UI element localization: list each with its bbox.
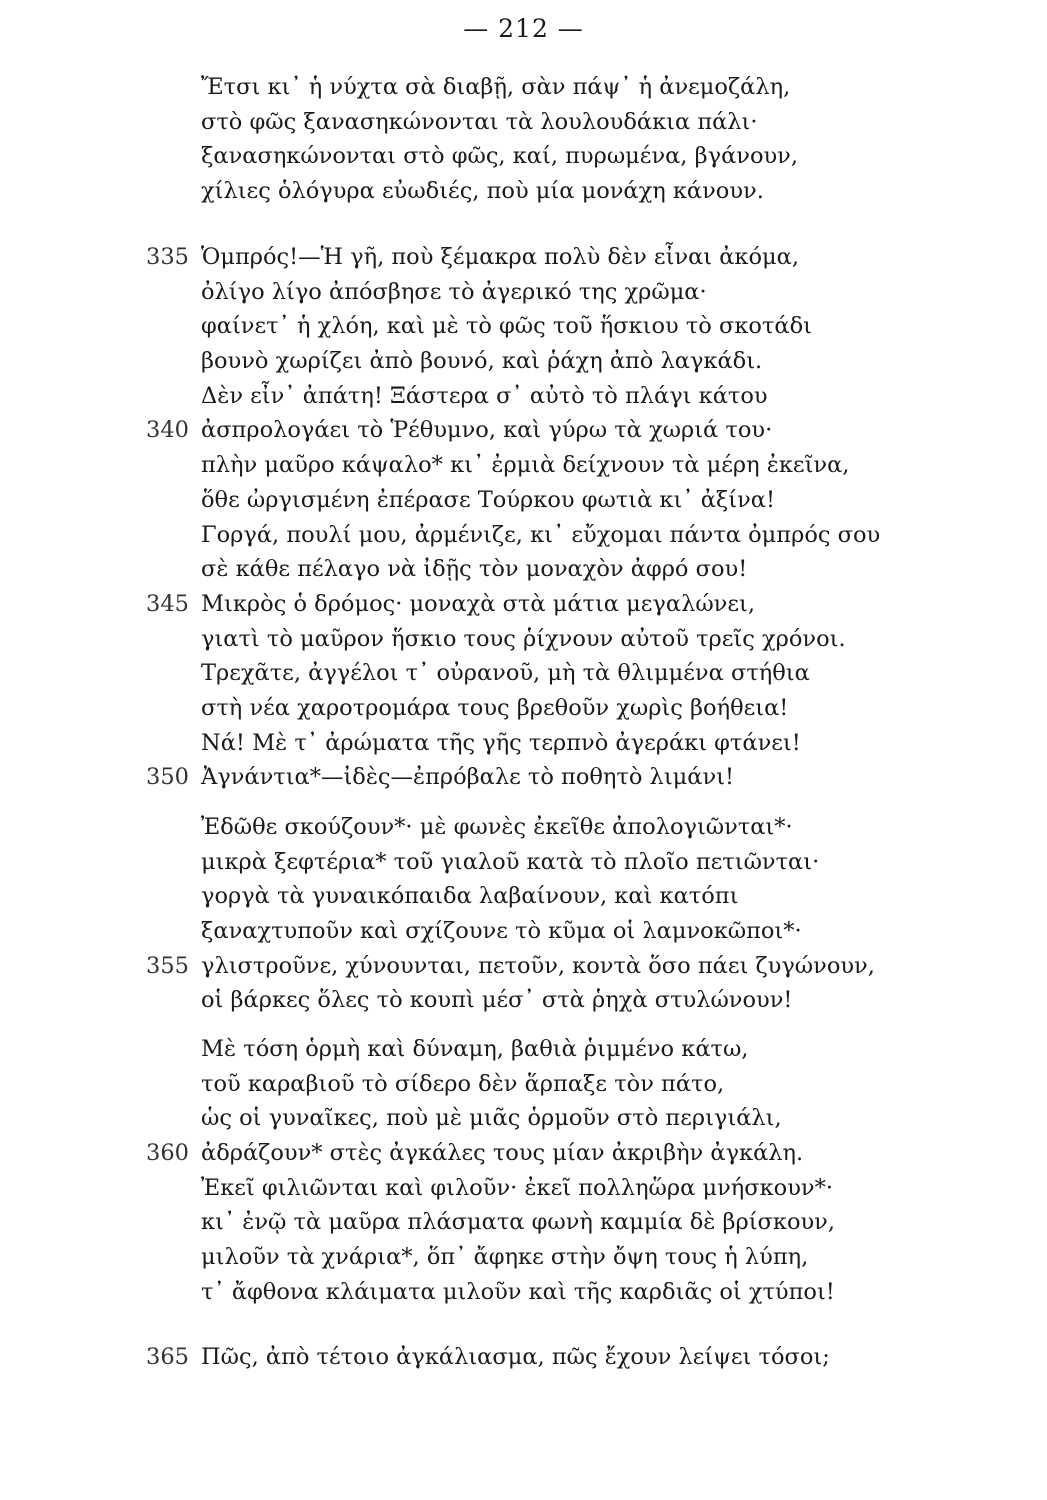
verse-line xyxy=(146,1067,1026,1102)
verse-text: ἀσπρολογάει τὸ Ῥέθυμνο, καὶ γύρω τὰ χωριά του· xyxy=(201,417,773,444)
verse-text: ὅθε ὠργισμένη ἐπέρασε Τούρκου φωτιὰ κι᾽ ἀξίνα! xyxy=(201,486,776,513)
verse-text: πλὴν μαῦρο κάψαλο* κι᾽ ἐρμιὰ δείχνουν τὰ μέρη ἐκεῖνα, xyxy=(201,452,850,479)
verse-text: Πῶς, ἀπὸ τέτοιο ἀγκάλιασμα, πῶς ἔχουν λείψει τόσοι; xyxy=(201,1344,830,1370)
verse-line xyxy=(146,1275,1026,1310)
stanza xyxy=(146,70,1026,209)
verse-line xyxy=(146,845,1026,880)
verse-text: τ᾽ ἄφθονα κλάιματα μιλοῦν καὶ τῆς καρδιᾶς οἱ χτύποι! xyxy=(201,1278,835,1305)
verse-text: γοργὰ τὰ γυναικόπαιδα λαβαίνουν, καὶ κατόπι xyxy=(201,883,739,910)
verse-text: γιατὶ τὸ μαῦρον ἥσκιο τους ῥίχνουν αὐτοῦ τρεῖς χρόνοι. xyxy=(201,625,846,652)
verse-text: Δὲν εἶν᾽ ἀπάτη! Ξάστερα σ᾽ αὐτὸ τὸ πλάγι κάτου xyxy=(201,382,768,409)
verse-line xyxy=(146,70,1026,105)
verse-line xyxy=(146,1340,1026,1375)
stanza xyxy=(146,1340,1026,1375)
verse-line xyxy=(146,174,1026,209)
line-number: 335 xyxy=(146,244,189,270)
verse-line xyxy=(146,379,1026,414)
verse-line xyxy=(146,344,1026,379)
verse-line xyxy=(146,656,1026,691)
verse-text: Μικρὸς ὁ δρόμος· μοναχὰ στὰ μάτια μεγαλώνει, xyxy=(201,590,755,617)
verse-line xyxy=(146,587,1026,622)
verse-text: ἀδράζουν* στὲς ἀγκάλες τους μίαν ἀκριβὴν ἀγκάλη. xyxy=(201,1140,804,1167)
verse-line xyxy=(146,275,1026,310)
verse-text: Μὲ τόση ὁρμὴ καὶ δύναμη, βαθιὰ ῥιμμένο κάτω, xyxy=(201,1036,749,1062)
verse-text: χίλιες ὁλόγυρα εὐωδιές, ποὺ μία μονάχη κάνουν. xyxy=(201,178,764,205)
verse-line xyxy=(146,983,1026,1018)
verse-line xyxy=(146,518,1026,553)
verse-text: οἱ βάρκες ὅλες τὸ κουπὶ μέσ᾽ στὰ ῥηχὰ στυλώνουν! xyxy=(201,987,793,1014)
verse-text: Ἔτσι κι᾽ ἡ νύχτα σὰ διαβῇ, σὰν πάψ᾽ ἡ ἀνεμοζάλη, xyxy=(201,74,791,100)
verse-line xyxy=(146,949,1026,984)
verse-line xyxy=(146,622,1026,657)
verse-text: γλιστροῦνε, χύνουνται, πετοῦν, κοντὰ ὅσο πάει ζυγώνουν, xyxy=(201,952,875,979)
verse-line xyxy=(146,879,1026,914)
verse-text: μιλοῦν τὰ χνάρια*, ὅπ᾽ ἄφηκε στὴν ὄψη τους ἡ λύπη, xyxy=(201,1244,809,1271)
verse-line xyxy=(146,1240,1026,1275)
stanza xyxy=(146,810,1026,1018)
stanza xyxy=(146,1032,1026,1310)
verse-text: Τρεχᾶτε, ἀγγέλοι τ᾽ οὐρανοῦ, μὴ τὰ θλιμμένα στήθια xyxy=(201,660,810,687)
verse-line xyxy=(146,139,1026,174)
verse-text: ὡς οἱ γυναῖκες, ποὺ μὲ μιᾶς ὁρμοῦν στὸ περιγιάλι, xyxy=(201,1105,782,1132)
verse-text: στὴ νέα χαροτρομάρα τους βρεθοῦν χωρὶς βοήθεια! xyxy=(201,694,789,721)
verse-line xyxy=(146,448,1026,483)
line-number: 350 xyxy=(146,764,189,791)
line-number: 345 xyxy=(146,590,189,617)
verse-text: φαίνετ᾽ ἡ χλόη, καὶ μὲ τὸ φῶς τοῦ ἥσκιου τὸ σκοτάδι xyxy=(201,313,812,340)
verse-text: Ὁμπρός!—Ἡ γῆ, ποὺ ξέμακρα πολὺ δὲν εἶναι ἀκόμα, xyxy=(201,244,800,270)
verse-text: ξανασηκώνονται στὸ φῶς, καί, πυρωμένα, βγάνουν, xyxy=(201,143,798,170)
line-number: 365 xyxy=(146,1344,189,1370)
verse-text: τοῦ καραβιοῦ τὸ σίδερο δὲν ἅρπαξε τὸν πάτο, xyxy=(201,1070,725,1097)
verse-line xyxy=(146,105,1026,140)
verse-line xyxy=(146,760,1026,795)
verse-line xyxy=(146,810,1026,845)
verse-text: Νά! Μὲ τ᾽ ἀρώματα τῆς γῆς τερπνὸ ἀγεράκι φτάνει! xyxy=(201,729,801,756)
verse-line xyxy=(146,240,1026,275)
verse-line xyxy=(146,1205,1026,1240)
verse-text: βουνὸ χωρίζει ἀπὸ βουνό, καὶ ῥάχη ἀπὸ λαγκάδι. xyxy=(201,348,763,375)
verse-text: ὀλίγο λίγο ἀπόσβησε τὸ ἀγερικό της χρῶμα· xyxy=(201,278,707,305)
verse-line xyxy=(146,1136,1026,1171)
verse-text: Ἀγνάντια*—ἰδὲς—ἐπρόβαλε τὸ ποθητὸ λιμάνι! xyxy=(201,764,735,791)
stanza xyxy=(146,240,1026,795)
line-number: 355 xyxy=(146,952,189,979)
verse-line xyxy=(146,691,1026,726)
verse-line xyxy=(146,309,1026,344)
verse-line xyxy=(146,413,1026,448)
line-number: 360 xyxy=(146,1140,189,1167)
verse-text: κι᾽ ἐνῷ τὰ μαῦρα πλάσματα φωνὴ καμμία δὲ βρίσκουν, xyxy=(201,1209,835,1236)
verse-text: μικρὰ ξεφτέρια* τοῦ γιαλοῦ κατὰ τὸ πλοῖο πετιῶνται· xyxy=(201,848,820,875)
verse-line xyxy=(146,914,1026,949)
line-number: 340 xyxy=(146,417,189,444)
verse-line xyxy=(146,1032,1026,1067)
verse-line xyxy=(146,483,1026,518)
verse-text: σὲ κάθε πέλαγο νὰ ἰδῇς τὸν μοναχὸν ἀφρό σου! xyxy=(201,556,748,583)
page-number: — 212 — xyxy=(463,14,584,43)
verse-text: Ἐδῶθε σκούζουν*· μὲ φωνὲς ἐκεῖθε ἀπολογιῶνται*· xyxy=(201,814,793,840)
verse-line xyxy=(146,552,1026,587)
verse-text: στὸ φῶς ξανασηκώνονται τὰ λουλουδάκια πάλι· xyxy=(201,108,758,135)
verse-text: Γοργά, πουλί μου, ἀρμένιζε, κι᾽ εὔχομαι πάντα ὀμπρός σου xyxy=(201,521,881,548)
verse-line xyxy=(146,1171,1026,1206)
verse-line xyxy=(146,726,1026,761)
verse-text: Ἐκεῖ φιλιῶνται καὶ φιλοῦν· ἐκεῖ πολληὥρα μνήσκουν*· xyxy=(201,1174,833,1201)
verse-text: ξαναχτυποῦν καὶ σχίζουνε τὸ κῦμα οἱ λαμνοκῶποι*· xyxy=(201,918,802,945)
verse-line xyxy=(146,1101,1026,1136)
